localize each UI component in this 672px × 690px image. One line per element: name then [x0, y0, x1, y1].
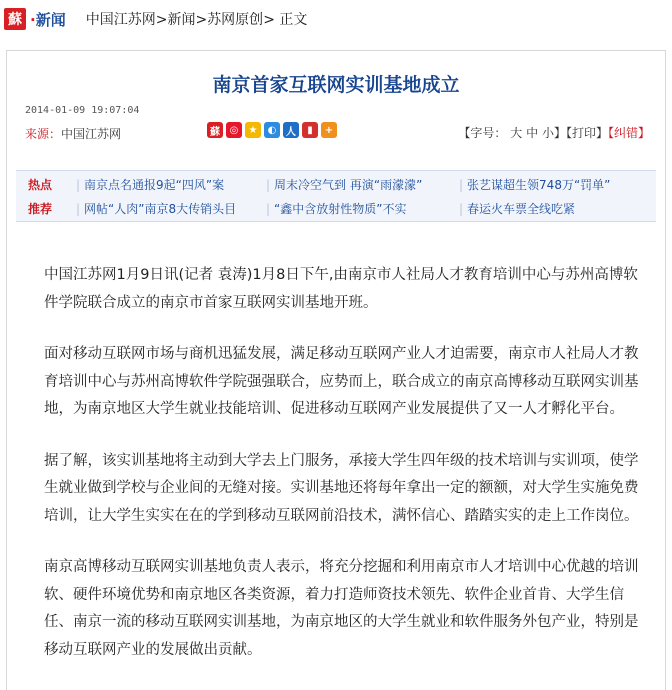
article-paragraph — [44, 448, 650, 531]
recommend-row — [16, 196, 656, 220]
renren-share-icon[interactable]: 人 — [283, 122, 299, 138]
recommend-label: 推荐 — [28, 201, 53, 216]
source-name: 中国江苏网 — [61, 126, 122, 141]
paragraph-text: 南京高博移动互联网实训基地负责人表示，将充分挖掘和利用南京市人才培训中心优越的培训软、硬件环境优势和南京地区各类资源，着力打造师资技术领先、软件企业首肯、大学生信任、南京一流的移动互联网实训基地，为南京地区的大学生就业和软件服务外包产业，特别是移动互联网产业的发展做出贡献。 — [44, 559, 639, 658]
section-dot: · — [30, 10, 36, 29]
article-meta — [25, 122, 650, 144]
section-logo[interactable] — [30, 9, 66, 30]
breadcrumb-news-link[interactable]: >新闻 — [155, 12, 196, 28]
share-toolbar — [207, 122, 337, 138]
article-tools — [458, 124, 650, 141]
recommend-item-link[interactable]: | 春运火车票全线吃紧 — [459, 200, 575, 217]
section-name: 新闻 — [35, 10, 66, 29]
article-title: 南京首家互联网实训基地成立 — [212, 74, 460, 96]
hot-item-link[interactable]: | 南京点名通报9起“四风”案 — [76, 176, 224, 193]
paragraph-text: 中国江苏网1月9日讯(记者 袁涛)1月8日下午,由南京市人社局人才教育培训中心与苏州高博软件学院联合成立的南京市首家互联网实训基地开班。 — [44, 267, 638, 311]
article-paragraph — [44, 554, 650, 664]
breadcrumb-home-link[interactable]: 中国江苏网 — [85, 12, 156, 28]
article-paragraph — [44, 262, 650, 317]
paragraph-text: 据了解，该实训基地将主动到大学去上门服务，承接大学生四年级的技术培训与实训项，使学生就业做到学校与企业间的无缝对接。实训基地还将每年拿出一定的额额，对大学生实施免费培训，让大学生实实在在的学到移动互联网前沿技术，满怀信心、踏踏实实的走上工作岗位。 — [44, 452, 639, 524]
font-small-button[interactable]: 小 — [541, 126, 554, 140]
article-body — [44, 262, 650, 664]
recommend-item-link[interactable]: | “鑫中含放射性物质”不实 — [266, 200, 406, 217]
print-button[interactable]: 【打印】 — [565, 126, 608, 140]
breadcrumb-current: > 正文 — [263, 12, 308, 28]
paragraph-text: 面对移动互联网市场与商机迅猛发展，满足移动互联网产业人才迫需要，南京市人社局人才教育培训中心与苏州高博软件学院强强联合，应势而上，联合成立的南京高博移动互联网实训基地，为南京地区大学生就业技能培训、促进移动互联网产业发展提供了又一人才孵化平台。 — [44, 346, 639, 417]
hot-recommend-box — [16, 170, 656, 222]
tencent-weibo-share-icon[interactable]: ◐ — [264, 122, 280, 138]
weibo-share-icon[interactable]: ◎ — [226, 122, 242, 138]
font-size-label: 【字号： — [458, 126, 507, 140]
hot-item-link[interactable]: | 周末冷空气到 再演“雨濛濛” — [266, 176, 422, 193]
qzone-share-icon[interactable]: ★ — [245, 122, 261, 138]
hot-row — [16, 172, 656, 196]
article-datetime: 2014-01-09 19:07:04 — [25, 105, 140, 116]
hot-item-link[interactable]: | 张艺谋超生领748万“罚单” — [459, 176, 610, 193]
breadcrumb — [86, 9, 308, 29]
font-size-close: 】 — [553, 126, 566, 140]
jsw-share-icon[interactable]: 蘇 — [207, 122, 223, 138]
article-paragraph — [44, 341, 650, 424]
font-large-button[interactable]: 大 — [510, 126, 523, 140]
source-label: 来源： — [25, 126, 62, 141]
font-medium-button[interactable]: 中 — [526, 126, 539, 140]
site-logo-icon[interactable]: 蘇 — [4, 8, 26, 30]
report-error-button[interactable]: 【纠错】 — [607, 126, 650, 140]
more-share-icon[interactable]: + — [321, 122, 337, 138]
breadcrumb-original-link[interactable]: >苏网原创 — [195, 12, 264, 28]
recommend-item-link[interactable]: | 网帖“人肉”南京8大传销头目 — [76, 200, 236, 217]
hot-label: 热点 — [28, 177, 53, 192]
top-navigation — [0, 0, 672, 38]
kaixin-share-icon[interactable]: ▮ — [302, 122, 318, 138]
